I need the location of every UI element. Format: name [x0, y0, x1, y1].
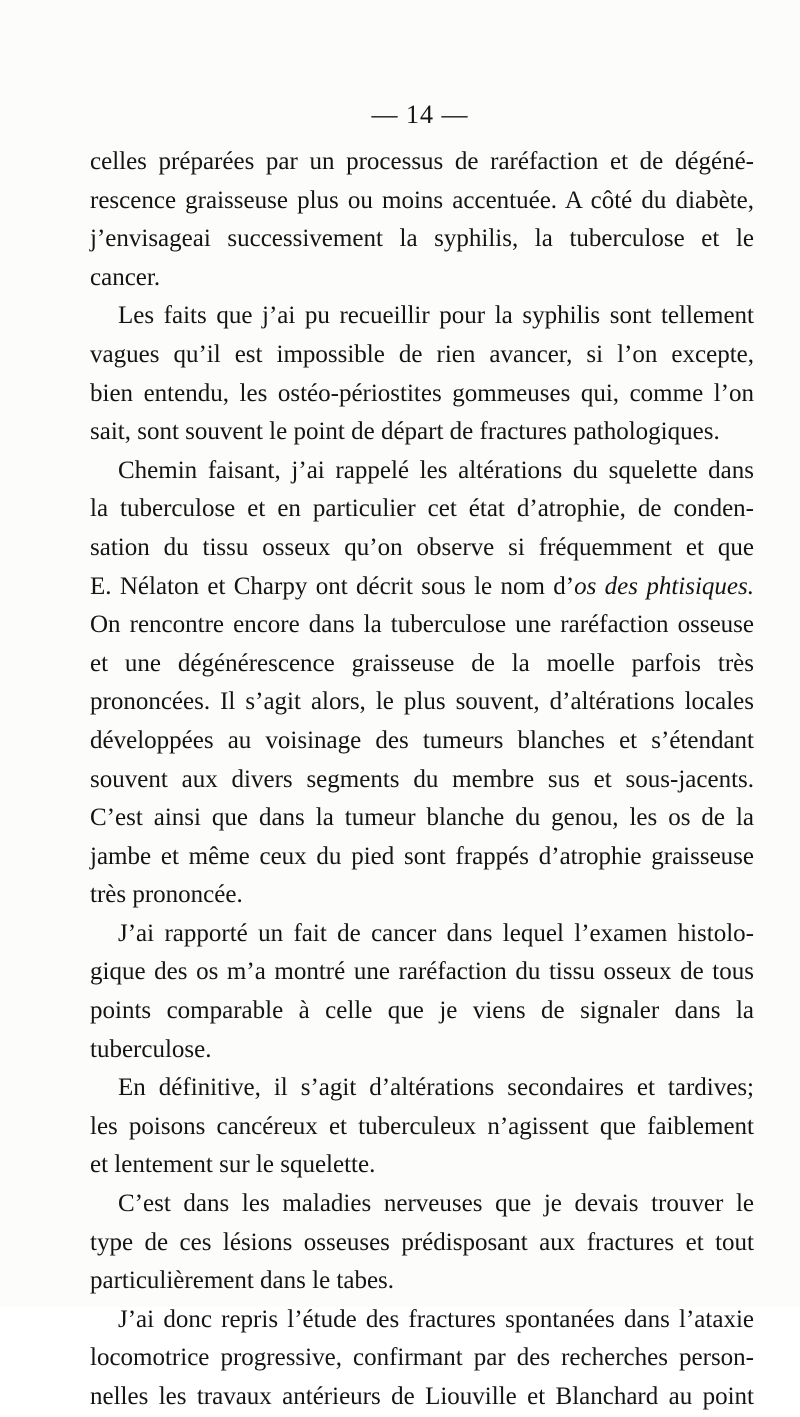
text-line [90, 683, 754, 722]
text-line-content: Chemin faisant, j’ai rappelé les altérations du squelette dans [118, 456, 754, 484]
text-line-content: la tuberculose et en particulier cet état d’atrophie, de conden- [90, 495, 754, 523]
text-line-content: très prononcée. [90, 881, 243, 909]
text-line-content: type de ces lésions osseuses prédisposant aux fractures et tout [90, 1228, 754, 1256]
text-line [90, 645, 754, 684]
text-line [90, 953, 754, 992]
text-line [90, 1378, 754, 1417]
text-line-content: jambe et même ceux du pied sont frappés d’atrophie graisseuse [90, 842, 754, 870]
text-line-content: E. Nélaton et Charpy ont décrit sous le nom d’ [90, 572, 575, 600]
text-line [90, 799, 754, 838]
text-line [90, 182, 754, 221]
text-line-content: sait, sont souvent le point de départ de fractures pathologiques. [90, 418, 720, 446]
text-line [90, 915, 754, 954]
text-line-content: celles préparées par un processus de raréfaction et de dégéné- [90, 148, 754, 175]
text-line-content: rescence graisseuse plus ou moins accentuée. A côté du diabète, [90, 186, 754, 214]
text-line-content: C’est dans les maladies nerveuses que je devais trouver le [118, 1190, 754, 1218]
text-line-content: J’ai rapporté un fait de cancer dans lequel l’examen histolo- [118, 919, 754, 947]
text-line [90, 606, 754, 645]
text-line-content: gique des os m’a montré une raréfaction du tissu osseux de tous [90, 958, 754, 986]
text-line [90, 876, 754, 915]
text-line [90, 452, 754, 491]
text-line-content: J’ai donc repris l’étude des fractures spontanées dans l’ataxie [118, 1305, 754, 1333]
text-line [90, 1339, 754, 1378]
text-line [90, 259, 754, 298]
text-line-content: sation du tissu osseux qu’on observe si fréquemment et que [90, 533, 754, 561]
text-line-content: On rencontre encore dans la tuberculose une raréfaction osseuse [90, 611, 754, 639]
text-line [90, 220, 754, 259]
text-line [90, 1069, 754, 1108]
text-line [90, 992, 754, 1031]
text-line [90, 1262, 754, 1301]
text-line-content: locomotrice progressive, confirmant par des recherches person- [90, 1344, 754, 1372]
text-line-content: souvent aux divers segments du membre sus et sous-jacents. [90, 765, 754, 793]
text-line [90, 375, 754, 414]
text-line-content: points comparable à celle que je viens de signaler dans la [90, 997, 754, 1025]
text-line-content: bien entendu, les ostéo-périostites gommeuses qui, comme l’on [90, 379, 754, 407]
text-line [90, 336, 754, 375]
text-line-content: cancer. [90, 263, 161, 291]
text-line [90, 761, 754, 800]
text-line-content: tuberculose. [90, 1035, 212, 1063]
text-line [90, 1108, 754, 1147]
text-line [90, 143, 754, 182]
text-line-content: et lentement sur le squelette. [90, 1151, 376, 1179]
text-line-content: j’envisageai successivement la syphilis, la tuberculose et le [90, 225, 754, 253]
text-line [90, 529, 754, 568]
text-line-content: nelles les travaux antérieurs de Liouville et Blanchard au point [90, 1383, 754, 1410]
text-line [90, 568, 754, 607]
text-line-content: particulièrement dans le tabes. [90, 1267, 395, 1295]
text-line [90, 838, 754, 877]
text-line-content: vagues qu’il est impossible de rien avancer, si l’on excepte, [90, 340, 754, 368]
body-text [90, 143, 754, 1417]
text-line [90, 413, 754, 452]
text-line-content: développées au voisinage des tumeurs blanches et s’étendant [90, 726, 754, 754]
text-line [90, 722, 754, 761]
text-line-content: et une dégénérescence graisseuse de la moelle parfois très [90, 649, 754, 677]
text-line-content: prononcées. Il s’agit alors, le plus souvent, d’altérations locales [90, 688, 754, 716]
text-line [90, 490, 754, 529]
text-line-content: les poisons cancéreux et tuberculeux n’agissent que faiblement [90, 1112, 754, 1140]
text-line [90, 1185, 754, 1224]
text-line-content: C’est ainsi que dans la tumeur blanche du genou, les os de la [90, 804, 754, 832]
text-line [90, 1224, 754, 1263]
text-line-content: En définitive, il s’agit d’altérations secondaires et tardives; [118, 1074, 754, 1102]
text-line [90, 1146, 754, 1185]
italic-term: os des phtisiques. [574, 572, 754, 600]
text-line [90, 297, 754, 336]
text-line [90, 1031, 754, 1070]
page-number: — 14 — [371, 100, 469, 129]
text-line-content: Les faits que j’ai pu recueillir pour la syphilis sont tellement [118, 302, 754, 330]
